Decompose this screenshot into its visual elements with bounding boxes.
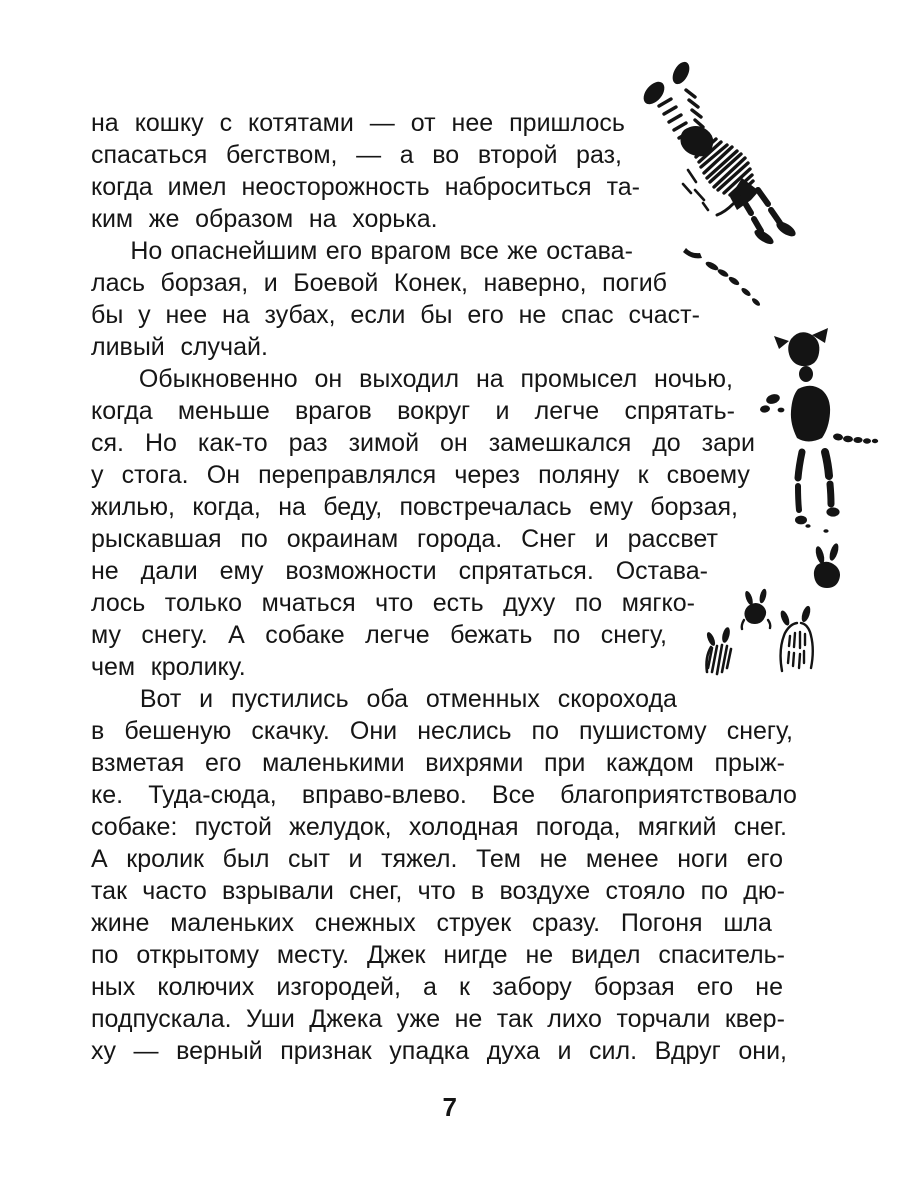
word: и bbox=[557, 1037, 572, 1065]
word: у bbox=[138, 301, 151, 329]
text-line bbox=[91, 907, 772, 939]
word: ему bbox=[589, 493, 633, 521]
word: — bbox=[369, 109, 395, 137]
word: дали bbox=[140, 557, 198, 585]
text-line bbox=[91, 139, 622, 171]
word: верный bbox=[176, 1037, 263, 1065]
word: ных bbox=[91, 973, 136, 1001]
word: благоприятствовало bbox=[560, 781, 797, 809]
word: а bbox=[423, 973, 437, 1001]
word: бы bbox=[420, 301, 453, 329]
word: он bbox=[314, 365, 343, 393]
text-line bbox=[91, 235, 633, 267]
word: уже bbox=[396, 1005, 441, 1033]
word: по bbox=[700, 877, 729, 905]
word: видел bbox=[571, 941, 641, 969]
word: рассвет bbox=[627, 525, 718, 553]
word: по bbox=[240, 525, 268, 553]
word: на bbox=[278, 493, 306, 521]
word: прыж- bbox=[714, 749, 785, 777]
word: врагом bbox=[370, 237, 452, 265]
word: стога. bbox=[121, 461, 189, 489]
word: остава- bbox=[546, 237, 633, 265]
word: Они bbox=[349, 717, 398, 745]
word: рыскавшая bbox=[91, 525, 222, 553]
word: шла bbox=[723, 909, 772, 937]
word: не bbox=[91, 557, 119, 585]
word: так bbox=[496, 1005, 533, 1033]
word: по bbox=[552, 621, 581, 649]
text-line bbox=[91, 843, 783, 875]
word: своему bbox=[666, 461, 750, 489]
word: каждом bbox=[606, 749, 694, 777]
word: духу bbox=[503, 589, 556, 617]
word: холодная bbox=[408, 813, 519, 841]
word: по bbox=[531, 717, 559, 745]
word: по bbox=[91, 941, 119, 969]
word: не bbox=[518, 301, 547, 329]
word: и bbox=[263, 269, 278, 297]
word: снегу, bbox=[600, 621, 667, 649]
word: желудок, bbox=[289, 813, 392, 841]
word: мягкий bbox=[637, 813, 717, 841]
word: погиб bbox=[602, 269, 667, 297]
word: Вдруг bbox=[654, 1037, 721, 1065]
word: струек bbox=[436, 909, 512, 937]
word: оба bbox=[366, 685, 409, 713]
word: нее bbox=[451, 109, 494, 137]
text-line bbox=[91, 267, 667, 299]
word: ся. bbox=[91, 429, 124, 457]
word: Погоня bbox=[620, 909, 703, 937]
text-line bbox=[91, 971, 783, 1003]
word: снегу, bbox=[726, 717, 793, 745]
word: от bbox=[410, 109, 436, 137]
word: Он bbox=[206, 461, 241, 489]
word: — bbox=[133, 1037, 159, 1065]
text-line bbox=[91, 683, 677, 715]
word: Но bbox=[130, 237, 163, 265]
word: признак bbox=[280, 1037, 372, 1065]
word: промысел bbox=[520, 365, 638, 393]
word: меньше bbox=[177, 397, 270, 425]
text-line bbox=[91, 171, 640, 203]
text-line bbox=[91, 747, 785, 779]
word: сыт bbox=[288, 845, 330, 873]
word: был bbox=[222, 845, 270, 873]
word: мягко- bbox=[621, 589, 695, 617]
word: менее bbox=[585, 845, 659, 873]
word: раз bbox=[288, 429, 328, 457]
word: что bbox=[417, 877, 456, 905]
word: му bbox=[91, 621, 121, 649]
word: духа bbox=[486, 1037, 540, 1065]
word: снегу. bbox=[141, 621, 208, 649]
word: бешеную bbox=[124, 717, 232, 745]
word: беду, bbox=[323, 493, 383, 521]
text-line bbox=[91, 619, 667, 651]
word: ему bbox=[219, 557, 264, 585]
word: зимой bbox=[348, 429, 420, 457]
word: через bbox=[454, 461, 520, 489]
text-line bbox=[91, 1003, 785, 1035]
page-number: 7 bbox=[442, 1092, 458, 1122]
word: Обыкновенно bbox=[138, 365, 298, 393]
word: Но bbox=[144, 429, 177, 457]
text-line bbox=[91, 875, 785, 907]
word: борзая bbox=[593, 973, 675, 1001]
word: не bbox=[525, 941, 554, 969]
word: тяжел. bbox=[381, 845, 458, 873]
word: бегством, bbox=[225, 141, 338, 169]
word: и bbox=[348, 845, 363, 873]
word: замешкался bbox=[488, 429, 632, 457]
word: кошку bbox=[134, 109, 204, 137]
word: они, bbox=[738, 1037, 787, 1065]
word: ночью, bbox=[654, 365, 733, 393]
word: та- bbox=[606, 173, 640, 201]
word: скачку. bbox=[251, 717, 330, 745]
word: вправо-влево. bbox=[301, 781, 467, 809]
text-line bbox=[91, 939, 785, 971]
word: скорохода bbox=[557, 685, 677, 713]
word: собаке: bbox=[91, 813, 178, 841]
word: к bbox=[637, 461, 649, 489]
word: поляну bbox=[538, 461, 620, 489]
word: ху bbox=[91, 1037, 116, 1065]
word: переправлялся bbox=[258, 461, 437, 489]
word: Туда-сюда, bbox=[148, 781, 277, 809]
word: повстречалась bbox=[399, 493, 572, 521]
word: изгородей, bbox=[276, 973, 401, 1001]
word: маленькими bbox=[262, 749, 405, 777]
word: часто bbox=[142, 877, 207, 905]
word: забору bbox=[492, 973, 572, 1001]
word: кролик bbox=[126, 845, 204, 873]
word: сразу. bbox=[531, 909, 601, 937]
word: зари bbox=[701, 429, 755, 457]
word: его bbox=[746, 845, 783, 873]
word: окраинам bbox=[286, 525, 399, 553]
word: Остава- bbox=[615, 557, 708, 585]
text-line bbox=[91, 1035, 787, 1067]
text-line bbox=[91, 779, 797, 811]
word: спас bbox=[561, 301, 614, 329]
word: возможности bbox=[285, 557, 437, 585]
word: собаке bbox=[265, 621, 345, 649]
word: лихо bbox=[547, 1005, 602, 1033]
word: как-то bbox=[197, 429, 268, 457]
word: есть bbox=[432, 589, 484, 617]
word: легче bbox=[534, 397, 600, 425]
word: отменных bbox=[425, 685, 540, 713]
word: не bbox=[755, 973, 783, 1001]
word: дю- bbox=[743, 877, 785, 905]
word: Тем bbox=[476, 845, 521, 873]
text-line bbox=[91, 363, 733, 395]
word: неосторожность bbox=[241, 173, 430, 201]
text-line bbox=[91, 587, 695, 619]
word: спаситель- bbox=[658, 941, 785, 969]
word: Конек, bbox=[393, 269, 468, 297]
word: имел bbox=[167, 173, 227, 201]
word: Все bbox=[491, 781, 535, 809]
word: когда bbox=[91, 397, 153, 425]
word: пришлось bbox=[509, 109, 625, 137]
word: лось bbox=[91, 589, 146, 617]
word: пушистому bbox=[579, 717, 707, 745]
word: Вот bbox=[139, 685, 182, 713]
word: борзая, bbox=[160, 269, 249, 297]
word: на bbox=[91, 109, 119, 137]
word: взрывали bbox=[222, 877, 334, 905]
word: Снег bbox=[521, 525, 576, 553]
word: лась bbox=[91, 269, 146, 297]
text-line bbox=[91, 107, 625, 139]
word: и bbox=[495, 397, 510, 425]
word: врагов bbox=[295, 397, 372, 425]
word: снег, bbox=[349, 877, 403, 905]
word: счаст- bbox=[628, 301, 700, 329]
word: с bbox=[219, 109, 233, 137]
word: ноги bbox=[677, 845, 729, 873]
word: он bbox=[440, 429, 468, 457]
text-line: ким же образом на хорька. bbox=[91, 205, 438, 233]
word: ке. bbox=[91, 781, 124, 809]
word: нее bbox=[165, 301, 208, 329]
word: по bbox=[574, 589, 603, 617]
word: пустой bbox=[194, 813, 272, 841]
word: месту. bbox=[276, 941, 350, 969]
word: когда, bbox=[192, 493, 261, 521]
word: на bbox=[221, 301, 250, 329]
word: что bbox=[375, 589, 414, 617]
word: если bbox=[350, 301, 406, 329]
word: в bbox=[470, 877, 485, 905]
word: открытому bbox=[136, 941, 259, 969]
word: спрятаться. bbox=[458, 557, 594, 585]
word: сил. bbox=[589, 1037, 638, 1065]
word: упадка bbox=[389, 1037, 470, 1065]
word: пустились bbox=[230, 685, 349, 713]
word: Уши bbox=[246, 1005, 295, 1033]
word: до bbox=[652, 429, 681, 457]
word: маленьких bbox=[170, 909, 295, 937]
word: бы bbox=[91, 301, 124, 329]
word: вихрями bbox=[425, 749, 524, 777]
word: Джека bbox=[309, 1005, 383, 1033]
word: его bbox=[696, 973, 734, 1001]
word: его bbox=[205, 749, 242, 777]
word: жине bbox=[91, 909, 150, 937]
word: города. bbox=[417, 525, 503, 553]
word: снег. bbox=[733, 813, 787, 841]
word: жилью, bbox=[91, 493, 175, 521]
word: у bbox=[91, 461, 104, 489]
word: взметая bbox=[91, 749, 185, 777]
word: спасаться bbox=[91, 141, 208, 169]
word: зубах, bbox=[264, 301, 336, 329]
text-line bbox=[91, 811, 787, 843]
word: только bbox=[164, 589, 243, 617]
text-line bbox=[91, 459, 750, 491]
word: борзая, bbox=[650, 493, 738, 521]
word: — bbox=[356, 141, 382, 169]
word: торчали bbox=[616, 1005, 711, 1033]
word: А bbox=[228, 621, 245, 649]
word: неслись bbox=[417, 717, 512, 745]
word: так bbox=[91, 877, 128, 905]
word: А bbox=[91, 845, 108, 873]
word: его bbox=[325, 237, 363, 265]
text-line bbox=[91, 491, 738, 523]
word: а bbox=[399, 141, 414, 169]
word: погода, bbox=[535, 813, 621, 841]
word: колючих bbox=[157, 973, 255, 1001]
word: воздухе bbox=[499, 877, 591, 905]
word: опаснейшим bbox=[170, 237, 318, 265]
word: котятами bbox=[248, 109, 354, 137]
word: во bbox=[432, 141, 460, 169]
text-line bbox=[91, 715, 793, 747]
text-line bbox=[91, 523, 718, 555]
word: мчаться bbox=[261, 589, 356, 617]
word: в bbox=[91, 717, 105, 745]
text-line bbox=[91, 395, 735, 427]
word: наверно, bbox=[483, 269, 587, 297]
text-line bbox=[91, 555, 708, 587]
word: вокруг bbox=[397, 397, 471, 425]
word: к bbox=[459, 973, 470, 1001]
word: выходил bbox=[359, 365, 460, 393]
body-text bbox=[91, 107, 801, 1067]
word: снежных bbox=[314, 909, 416, 937]
word: Боевой bbox=[293, 269, 379, 297]
word: второй bbox=[477, 141, 558, 169]
word: легче bbox=[365, 621, 430, 649]
word: квер- bbox=[724, 1005, 785, 1033]
word: наброситься bbox=[444, 173, 592, 201]
text-line: чем кролику. bbox=[91, 653, 246, 681]
text-line bbox=[91, 427, 755, 459]
word: и bbox=[199, 685, 214, 713]
text-line: ливый случай. bbox=[91, 333, 268, 361]
word: же bbox=[507, 237, 538, 265]
word: и bbox=[594, 525, 609, 553]
word: спрятать- bbox=[624, 397, 735, 425]
word: не bbox=[454, 1005, 483, 1033]
word: не bbox=[539, 845, 568, 873]
word: когда bbox=[91, 173, 153, 201]
word: его bbox=[467, 301, 504, 329]
word: подпускала. bbox=[91, 1005, 232, 1033]
text-line bbox=[91, 299, 700, 331]
word: на bbox=[475, 365, 504, 393]
word: Джек bbox=[366, 941, 426, 969]
word: все bbox=[459, 237, 499, 265]
word: раз, bbox=[576, 141, 622, 169]
word: при bbox=[543, 749, 586, 777]
word: стояло bbox=[605, 877, 686, 905]
word: нигде bbox=[443, 941, 508, 969]
word: бежать bbox=[450, 621, 533, 649]
